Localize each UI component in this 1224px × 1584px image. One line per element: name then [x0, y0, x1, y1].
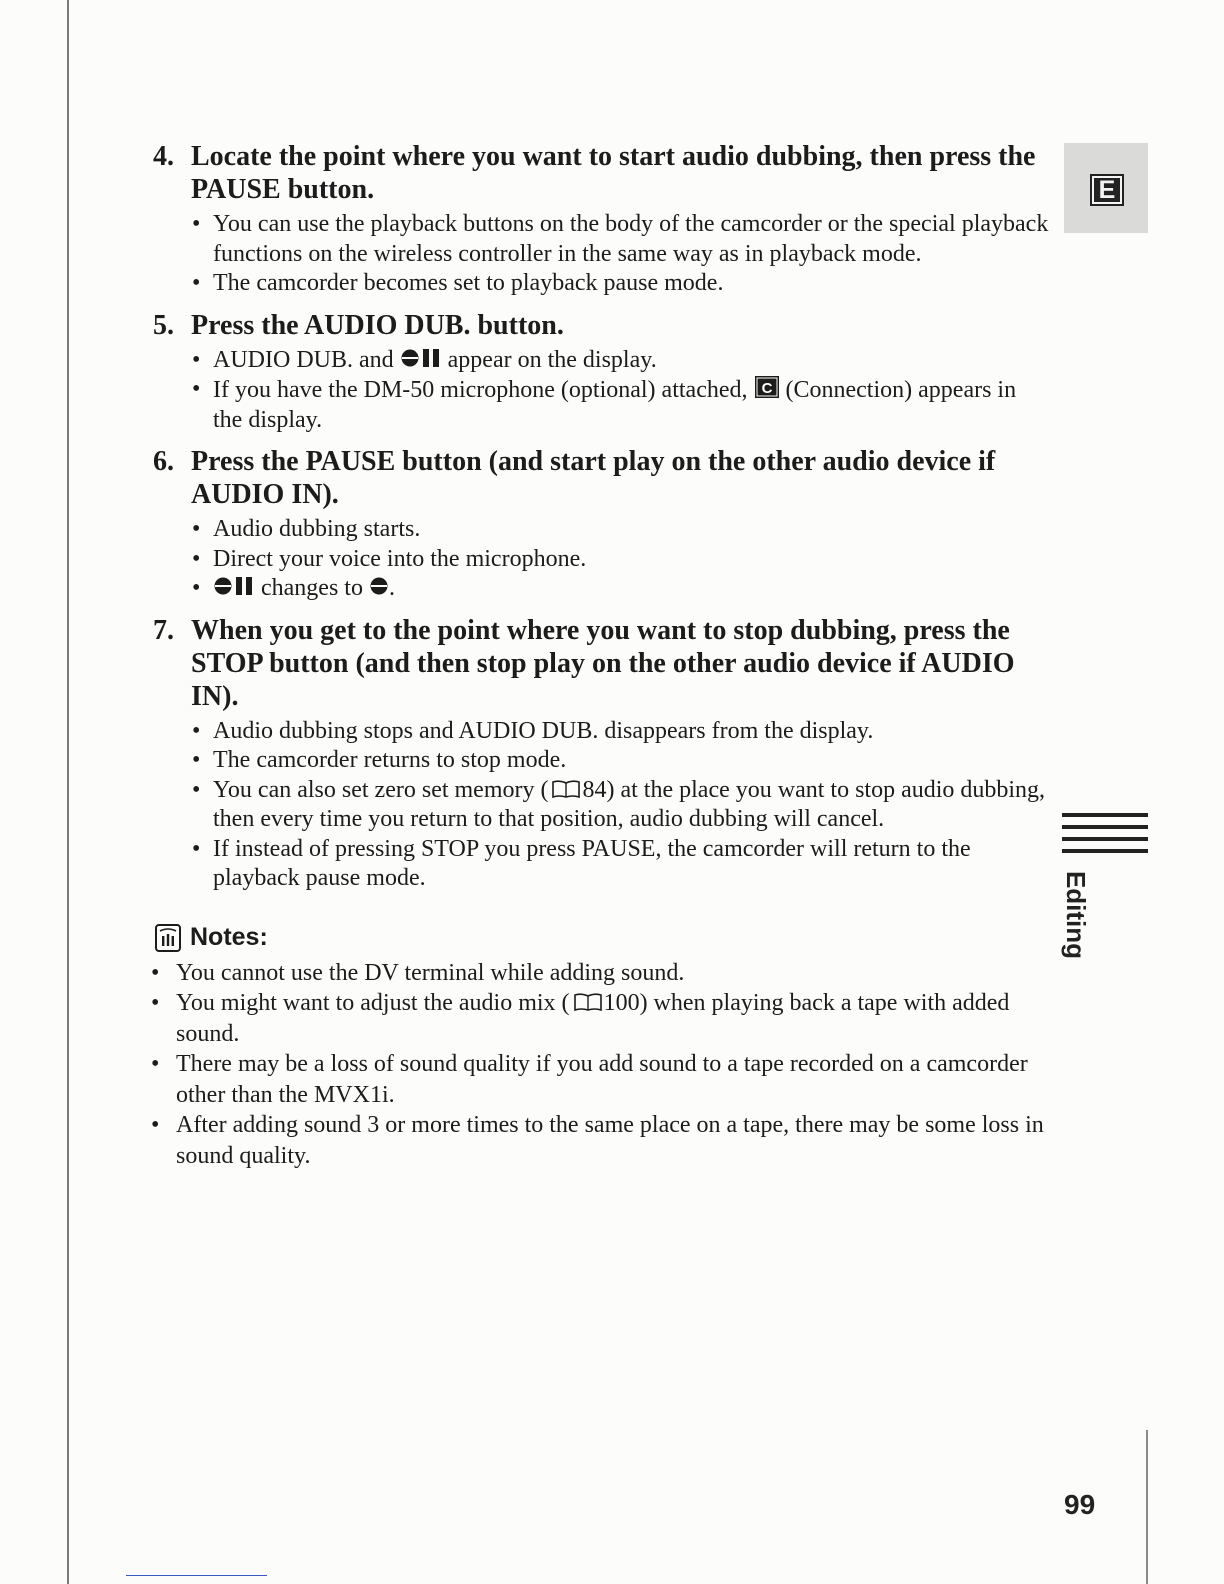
- bullet-item: [191, 574, 1050, 604]
- bullet-text: If you have the DM-50 microphone (optional) attached,: [213, 377, 748, 403]
- step-number: 5.: [153, 309, 174, 341]
- record-icon: [369, 575, 389, 597]
- notes-icon: [154, 923, 182, 953]
- note-item: • You cannot use the DV terminal while adding sound.: [150, 958, 1050, 989]
- page-reference: 100: [603, 990, 640, 1016]
- bullet-item: • Audio dubbing starts.: [191, 515, 1050, 545]
- notes-title: Notes:: [190, 923, 268, 951]
- bullet-text: appear on the display.: [447, 346, 657, 373]
- bullet-item: [191, 346, 1050, 376]
- note-text: You might want to adjust the audio mix (: [176, 990, 570, 1016]
- step-title: Press the AUDIO DUB. button.: [191, 309, 564, 341]
- record-pause-icon: [213, 575, 255, 597]
- record-pause-icon: [400, 347, 442, 369]
- bullet-item: • The camcorder becomes set to playback pause mode.: [191, 269, 1050, 299]
- book-icon: [551, 779, 581, 799]
- page-number: 99: [1064, 1489, 1096, 1520]
- notes-list: [150, 958, 1050, 1172]
- step-title: Press the PAUSE button (and start play on the other audio device if AUDIO IN).: [191, 446, 996, 510]
- step-bullets: [191, 210, 1050, 299]
- bullet-item: • You can use the playback buttons on the body of the camcorder or the special playback functions on the wireless controller in the same way as in playback mode.: [191, 210, 1050, 269]
- step-5: [150, 309, 1050, 436]
- notes-header: [154, 920, 1050, 956]
- bullet-item: • If instead of pressing STOP you press PAUSE, the camcorder will return to the playback pause mode.: [191, 835, 1050, 894]
- bullet-text: You can also set zero set memory (: [213, 776, 549, 803]
- note-item: • After adding sound 3 or more times to the same place on a tape, there may be some loss in sound quality.: [150, 1110, 1050, 1171]
- bullet-item: • Direct your voice into the microphone.: [191, 545, 1050, 575]
- step-bullets: [191, 717, 1050, 894]
- main-content: [150, 140, 1050, 1171]
- step-6: [150, 445, 1050, 604]
- bullet-item: • Audio dubbing stops and AUDIO DUB. disappears from the display.: [191, 717, 1050, 747]
- step-title: Locate the point where you want to start audio dubbing, then press the PAUSE button.: [191, 141, 1036, 205]
- svg-text:C: C: [761, 380, 772, 397]
- bullet-text: .: [388, 575, 395, 601]
- page-reference: 84: [582, 776, 607, 803]
- step-7: [150, 614, 1050, 894]
- step-title: When you get to the point where you want to stop dubbing, press the STOP button (and then stop play on the other audio device if AUDIO IN).: [191, 614, 1015, 712]
- notes-section: [150, 920, 1050, 1172]
- bullet-item: • The camcorder returns to stop mode.: [191, 746, 1050, 776]
- step-bullets: [191, 515, 1050, 604]
- step-number: 6.: [153, 446, 174, 477]
- step-4: [150, 140, 1050, 299]
- bullet-text: (Connection) appears in the display.: [213, 377, 1017, 433]
- step-bullets: [191, 346, 1050, 436]
- bullet-item: [191, 375, 1050, 435]
- step-number: 7.: [153, 614, 174, 646]
- note-item: [150, 988, 1050, 1049]
- bullet-text: ) at the place you want to stop audio dubbing, then every time you return to that position, audio dubbing will cancel.: [213, 776, 1046, 832]
- connection-c-icon: [754, 375, 780, 399]
- section-marker-bars: [1062, 813, 1148, 861]
- note-text: ) when playing back a tape with added sound.: [176, 990, 1010, 1047]
- note-item: • There may be a loss of sound quality if you add sound to a tape recorded on a camcorder other than the MVX1i.: [150, 1049, 1050, 1110]
- language-tab: E: [1090, 174, 1124, 206]
- step-number: 4.: [153, 141, 174, 172]
- page-edge: [67, 0, 69, 1584]
- bullet-text: changes to: [261, 575, 363, 601]
- section-label: Editing: [1061, 870, 1091, 960]
- bottom-rule: [126, 1575, 267, 1576]
- page-edge-right: [1146, 1430, 1148, 1584]
- bullet-text: AUDIO DUB. and: [213, 346, 394, 373]
- bullet-item: [191, 776, 1050, 835]
- book-icon: [573, 992, 603, 1012]
